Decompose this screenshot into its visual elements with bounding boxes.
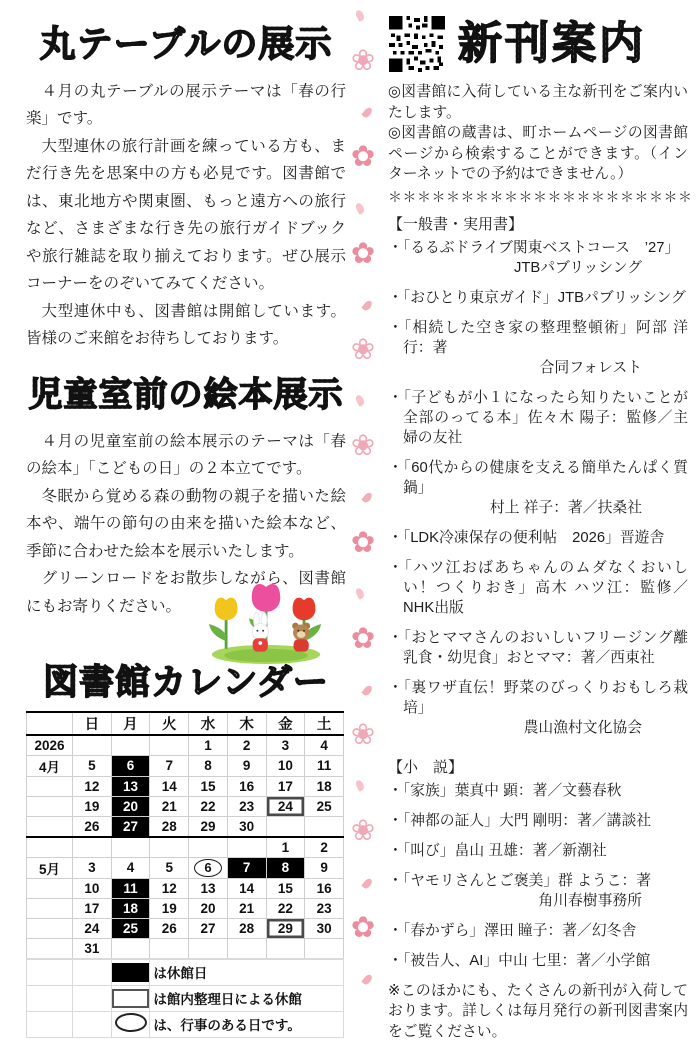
sakura-flower-icon: ❀ <box>351 47 375 76</box>
round-table-section <box>26 78 346 353</box>
book-entry <box>388 558 688 618</box>
calendar-day-cell: 29 <box>266 918 305 938</box>
calendar-day-cell: 28 <box>150 816 189 837</box>
calendar-day-cell: 1 <box>266 837 305 858</box>
book-title-line: ・「被告人、AI」中山 七里：著／小学館 <box>388 951 688 971</box>
calendar-day-cell: 31 <box>73 938 112 959</box>
calendar-day-cell <box>73 837 112 858</box>
calendar-day-cell: 11 <box>111 878 150 898</box>
calendar-day-cell <box>150 837 189 858</box>
calendar-week-row <box>27 816 344 837</box>
sakura-petal-icon <box>361 106 373 119</box>
right-column <box>388 16 688 1042</box>
calendar-day-cell: 3 <box>266 735 305 756</box>
calendar-day-cell: 12 <box>73 776 112 796</box>
picture-books-paragraph: グリーンロードをお散歩しながら、図書館にもお寄りください。 <box>26 565 346 620</box>
calendar-day-cell <box>111 938 150 959</box>
calendar-week-row <box>27 857 344 878</box>
calendar-day-cell: 6 <box>111 755 150 776</box>
calendar-week-row <box>27 878 344 898</box>
sakura-flower-icon: ❀ <box>351 432 375 461</box>
calendar-day-cell: 22 <box>266 898 305 918</box>
calendar-day-cell <box>266 938 305 959</box>
calendar-day-cell: 2 <box>305 837 344 858</box>
calendar-day-cell: 14 <box>227 878 266 898</box>
calendar-day-cell: 15 <box>189 776 228 796</box>
calendar-week-row <box>27 735 344 756</box>
calendar-legend-row <box>27 1011 344 1037</box>
calendar-day-cell: 8 <box>266 857 305 878</box>
calendar-day-cell <box>150 735 189 756</box>
book-publisher-line: 角川春樹事務所 <box>388 891 688 911</box>
calendar-day-cell <box>305 816 344 837</box>
calendar-month-label: 5月 <box>27 857 73 878</box>
book-entry <box>388 781 688 801</box>
round-table-paragraph: 大型連休の旅行計画を練っている方も、まだ行き先を思案中の方も必見です。図書館では、東北地方や関東圏、もっと遠方への旅行など、さまざまな行き先の旅行ガイドブックや旅行雑誌を取り揃えております。ぜひ展示コーナーをのぞいてみてください。 <box>26 133 346 298</box>
calendar-day-cell: 24 <box>73 918 112 938</box>
calendar-month-label <box>27 918 73 938</box>
calendar-day-cell: 26 <box>73 816 112 837</box>
qr-code-icon <box>388 16 446 72</box>
sakura-petal-icon <box>354 779 365 792</box>
calendar-day-cell: 4 <box>111 857 150 878</box>
picture-books-paragraph: ４月の児童室前の絵本展示のテーマは「春の絵本」「こどもの日」の２本立てです。 <box>26 428 346 483</box>
book-publisher-line: 農山漁村文化協会 <box>388 718 688 738</box>
novels-list <box>388 781 688 971</box>
outline-box-icon <box>112 989 150 1008</box>
calendar-day-cell: 20 <box>189 898 228 918</box>
sakura-flower-icon: ✿ <box>351 625 375 654</box>
calendar-day-cell: 18 <box>111 898 150 918</box>
new-books-title: 新刊案内 <box>458 20 646 68</box>
calendar-header-row <box>27 712 344 735</box>
calendar-month-label <box>27 837 73 858</box>
legend-label: は、行事のある日です。 <box>150 1011 344 1037</box>
calendar-day-cell: 22 <box>189 796 228 816</box>
calendar-day-cell <box>305 938 344 959</box>
calendar-day-cell: 23 <box>305 898 344 918</box>
calendar-day-cell: 7 <box>150 755 189 776</box>
calendar-week-row <box>27 776 344 796</box>
legend-label: は館内整理日による休館 <box>150 985 344 1011</box>
round-table-paragraph: 大型連休中も、図書館は開館しています。皆様のご来館をお待ちしております。 <box>26 298 346 353</box>
round-table-title: 丸テーブルの展示 <box>26 24 346 64</box>
general-books-list <box>388 238 688 738</box>
calendar-month-label <box>27 878 73 898</box>
calendar-day-cell: 17 <box>266 776 305 796</box>
legend-label: は休館日 <box>150 959 344 986</box>
sakura-petal-icon <box>361 877 373 890</box>
sakura-petal-icon <box>354 394 365 407</box>
round-table-paragraph: ４月の丸テーブルの展示テーマは「春の行楽」です。 <box>26 78 346 133</box>
book-entry <box>388 871 688 911</box>
sakura-petal-icon <box>354 9 365 22</box>
calendar-day-cell <box>227 837 266 858</box>
sakura-petal-icon <box>361 684 373 697</box>
calendar-day-cell: 25 <box>111 918 150 938</box>
calendar-day-header: 日 <box>73 712 112 735</box>
book-title-line: ・「神都の証人」大門 剛明：著／講談社 <box>388 811 688 831</box>
calendar-day-cell: 17 <box>73 898 112 918</box>
footer-note: ※このほかにも、たくさんの新刊が入荷しております。詳しくは毎月発行の新刊図書案内をご覧ください。 <box>388 981 688 1042</box>
book-entry <box>388 678 688 738</box>
calendar-day-cell <box>189 837 228 858</box>
sakura-petal-icon <box>361 973 373 986</box>
book-entry <box>388 951 688 971</box>
calendar-day-cell: 2 <box>227 735 266 756</box>
calendar-day-cell: 24 <box>266 796 305 816</box>
calendar-day-cell: 3 <box>73 857 112 878</box>
calendar-day-cell <box>111 837 150 858</box>
calendar-legend-row <box>27 985 344 1011</box>
event-oval-icon <box>115 1013 147 1032</box>
calendar-month-label <box>27 776 73 796</box>
sakura-flower-icon: ❀ <box>351 336 375 365</box>
calendar-day-cell: 13 <box>111 776 150 796</box>
calendar-month-label <box>27 796 73 816</box>
new-books-header <box>388 16 688 72</box>
general-books-header: 【一般書・実用書】 <box>388 213 688 234</box>
book-title-line: ・「ハツ江おばあちゃんのムダなくおいしい！つくりおき」高木 ハツ江：監修／NHK出版 <box>388 558 688 618</box>
calendar-day-cell: 28 <box>227 918 266 938</box>
sakura-divider <box>341 0 385 990</box>
calendar-day-header: 土 <box>305 712 344 735</box>
book-entry <box>388 628 688 668</box>
book-title-line: ・「るるぶドライブ関東ベストコース ’27」 <box>388 238 688 258</box>
calendar-day-cell <box>266 816 305 837</box>
calendar-day-cell: 20 <box>111 796 150 816</box>
calendar-day-header: 金 <box>266 712 305 735</box>
sakura-petal-icon <box>361 299 373 312</box>
picture-books-title: 児童室前の絵本展示 <box>26 377 346 414</box>
calendar-day-cell: 14 <box>150 776 189 796</box>
book-entry <box>388 388 688 448</box>
book-publisher-line: JTBパブリッシング <box>388 258 688 278</box>
calendar-day-cell: 12 <box>150 878 189 898</box>
calendar-week-row <box>27 796 344 816</box>
sakura-flower-icon: ✿ <box>351 914 375 943</box>
book-entry <box>388 238 688 278</box>
calendar-day-cell <box>73 735 112 756</box>
book-entry <box>388 458 688 518</box>
new-books-intro <box>388 82 688 185</box>
intro-paragraph: ◎図書館の蔵書は、町ホームページの図書館ページから検索することができます。（インターネットでの予約はできません。） <box>388 123 688 185</box>
calendar-week-row <box>27 755 344 776</box>
left-column <box>26 16 346 1038</box>
calendar-day-cell: 8 <box>189 755 228 776</box>
calendar-day-cell: 19 <box>150 898 189 918</box>
novels-header: 【小 説】 <box>388 756 688 777</box>
calendar-day-cell <box>111 735 150 756</box>
book-entry <box>388 318 688 378</box>
calendar-day-cell: 11 <box>305 755 344 776</box>
intro-paragraph: ◎図書館に入荷している主な新刊をご案内いたします。 <box>388 82 688 123</box>
calendar-day-header: 木 <box>227 712 266 735</box>
book-entry <box>388 841 688 861</box>
calendar-table <box>26 711 344 1038</box>
book-publisher-line: 合同フォレスト <box>388 358 688 378</box>
book-entry <box>388 921 688 941</box>
sakura-petal-icon <box>361 491 373 504</box>
calendar-day-cell: 30 <box>305 918 344 938</box>
picture-books-section <box>26 428 346 621</box>
calendar-day-cell: 25 <box>305 796 344 816</box>
sakura-petal-icon <box>354 587 365 600</box>
calendar-month-label: 4月 <box>27 755 73 776</box>
calendar-week-row <box>27 898 344 918</box>
book-entry <box>388 288 688 308</box>
calendar-day-cell: 16 <box>227 776 266 796</box>
sakura-flower-icon: ❀ <box>351 721 375 750</box>
calendar-day-cell: 10 <box>266 755 305 776</box>
calendar-day-cell: 23 <box>227 796 266 816</box>
calendar-week-row <box>27 938 344 959</box>
calendar-week-row <box>27 837 344 858</box>
calendar-week-row <box>27 918 344 938</box>
library-calendar <box>26 711 346 1038</box>
calendar-day-cell <box>189 857 228 878</box>
book-title-line: ・「おひとり東京ガイド」JTBパブリッシング <box>388 288 688 308</box>
calendar-day-cell: 9 <box>305 857 344 878</box>
calendar-day-cell: 27 <box>189 918 228 938</box>
event-day-circle: 6 <box>194 859 222 877</box>
calendar-day-cell: 29 <box>189 816 228 837</box>
calendar-day-cell: 19 <box>73 796 112 816</box>
calendar-month-label <box>27 938 73 959</box>
calendar-day-cell: 7 <box>227 857 266 878</box>
spring-illustration <box>190 586 342 664</box>
calendar-day-header: 火 <box>150 712 189 735</box>
book-entry <box>388 811 688 831</box>
calendar-day-cell: 16 <box>305 878 344 898</box>
book-entry <box>388 528 688 548</box>
calendar-day-cell: 5 <box>150 857 189 878</box>
book-title-line: ・「春かずら」澤田 瞳子：著／幻冬舎 <box>388 921 688 941</box>
sakura-petal-icon <box>354 201 365 214</box>
calendar-day-cell: 9 <box>227 755 266 776</box>
calendar-day-cell: 13 <box>189 878 228 898</box>
calendar-day-header: 水 <box>189 712 228 735</box>
separator-stars: ＊＊＊＊＊＊＊＊＊＊＊＊＊＊＊＊＊＊＊＊＊ <box>388 187 688 207</box>
sakura-flower-icon: ❀ <box>351 817 375 846</box>
book-title-line: ・「ヤモリさんとご褒美」群 ようこ：著 <box>388 871 688 891</box>
calendar-day-cell: 27 <box>111 816 150 837</box>
calendar-month-label: 2026 <box>27 735 73 756</box>
sakura-flower-icon: ✿ <box>351 529 375 558</box>
book-title-line: ・「裏ワザ直伝！野菜のびっくりおもしろ栽培」 <box>388 678 688 718</box>
calendar-day-cell: 18 <box>305 776 344 796</box>
calendar-day-cell <box>189 938 228 959</box>
calendar-day-cell: 21 <box>227 898 266 918</box>
sakura-flower-icon: ✿ <box>351 143 375 172</box>
calendar-day-cell: 10 <box>73 878 112 898</box>
calendar-day-cell: 4 <box>305 735 344 756</box>
calendar-day-cell: 5 <box>73 755 112 776</box>
calendar-day-cell <box>150 938 189 959</box>
calendar-day-cell <box>227 938 266 959</box>
book-title-line: ・「叫び」畠山 丑雄：著／新潮社 <box>388 841 688 861</box>
calendar-legend-row <box>27 959 344 986</box>
book-title-line: ・「60代からの健康を支える簡単たんぱく質鍋」 <box>388 458 688 498</box>
book-publisher-line: 村上 祥子：著／扶桑社 <box>388 498 688 518</box>
calendar-day-cell: 15 <box>266 878 305 898</box>
closed-box-icon <box>112 963 150 982</box>
calendar-month-label <box>27 898 73 918</box>
book-title-line: ・「LDK冷凍保存の便利帖 2026」晋遊舎 <box>388 528 688 548</box>
book-title-line: ・「子どもが小１になったら知りたいことが全部のってる本」佐々木 陽子：監修／主婦の友社 <box>388 388 688 448</box>
calendar-title: 図書館カレンダー <box>26 664 346 703</box>
calendar-day-cell: 1 <box>189 735 228 756</box>
book-title-line: ・「家族」葉真中 顕：著／文藝春秋 <box>388 781 688 801</box>
sakura-flower-icon: ✿ <box>351 240 375 269</box>
calendar-day-cell: 30 <box>227 816 266 837</box>
picture-books-paragraph: 冬眠から覚める森の動物の親子を描いた絵本や、端午の節句の由来を描いた絵本など、季節に合わせた絵本を展示いたします。 <box>26 483 346 566</box>
calendar-month-label <box>27 816 73 837</box>
book-title-line: ・「おとママさんのおいしいフリージング離乳食・幼児食」おとママ：著／西東社 <box>388 628 688 668</box>
book-title-line: ・「相続した空き家の整理整頓術」阿部 洋行：著 <box>388 318 688 358</box>
calendar-day-cell: 21 <box>150 796 189 816</box>
calendar-day-header: 月 <box>111 712 150 735</box>
calendar-day-cell: 26 <box>150 918 189 938</box>
